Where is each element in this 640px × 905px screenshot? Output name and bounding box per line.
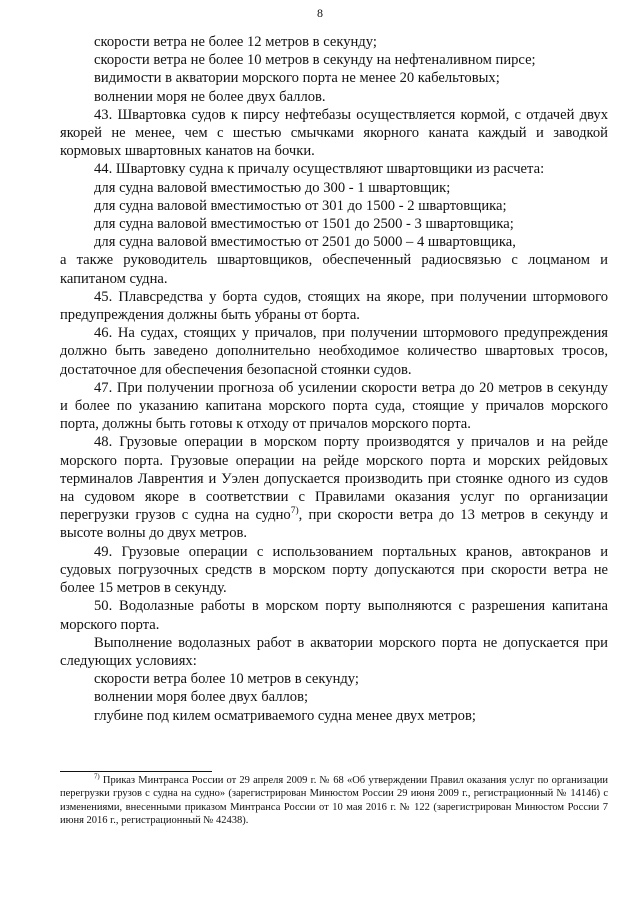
paragraph-47: 47. При получении прогноза об усилении скорости ветра до 20 метров в секунду и более по указанию капитана морского порта суда, стоящие у причалов морского порта, должны быть готовы к отходу от причалов морского порта.: [60, 379, 608, 433]
paragraph-44: 44. Швартовку судна к причалу осуществляют швартовщики из расчета:: [94, 161, 545, 178]
paragraph-50-condition-depth: глубине под килем осматриваемого судна менее двух метров;: [94, 707, 476, 724]
paragraph-44-continuation: а также руководитель швартовщиков, обеспеченный радиосвязью с лоцманом и капитаном судна.: [60, 252, 608, 287]
footnote-divider: [60, 771, 212, 772]
paragraph-50-condition-wind: скорости ветра более 10 метров в секунду;: [94, 671, 359, 688]
paragraph-49: 49. Грузовые операции с использованием портальных кранов, автокранов и судовых погрузочных средств в морском порту допускаются при скорости ветра не более 15 метров в секунду.: [60, 543, 608, 597]
footnote-mark: 7): [94, 773, 100, 781]
page-number: 8: [317, 6, 323, 20]
paragraph-visibility: видимости в акватории морского порта не менее 20 кабельтовых;: [94, 70, 500, 87]
paragraph-sea-state: волнении моря не более двух баллов.: [94, 88, 326, 105]
paragraph-44-item-4: для судна валовой вместимостью от 2501 до 5000 – 4 швартовщика,: [94, 234, 516, 251]
paragraph-44-item-3: для судна валовой вместимостью от 1501 до 2500 - 3 швартовщика;: [94, 216, 514, 233]
paragraph-50: 50. Водолазные работы в морском порту выполняются с разрешения капитана морского порта.: [60, 598, 608, 633]
footnote-reference: 7): [290, 506, 299, 517]
document-body: [60, 33, 608, 725]
paragraph-44-item-2: для судна валовой вместимостью от 301 до 1500 - 2 швартовщика;: [94, 197, 507, 214]
footnote-text: Приказ Минтранса России от 29 апреля 2009 г. № 68 «Об утверждении Правил оказания услуг по организации перегрузки грузов с судна на судно» (зарегистрирован Минюстом России 29 июня 2009 г., регистрационный № 14146) с изменениями, внесенными приказом Минтранса России от 10 мая 2016 г. № 122 (зарегистрирован Минюстом России 7 июня 2016 г., регистрационный № 42438).: [60, 775, 608, 827]
footnote: [60, 774, 608, 828]
paragraph-44-item-1: для судна валовой вместимостью до 300 - 1 швартовщик;: [94, 179, 451, 196]
paragraph-wind-limit-10: скорости ветра не более 10 метров в секунду на нефтеналивном пирсе;: [94, 52, 536, 69]
paragraph-48-text: 48. Грузовые операции в морском порту производятся у причалов и на рейде морского порта. Грузовые операции на рейде морского порта и морских рейдовых терминалов Лаврентия и Уэлен допускается производить при стоянке одного из судов на судовом якоре в соответствии с Правилами оказания услуг по организации перегрузки грузов с судна на судно: [60, 434, 608, 524]
paragraph-50-conditions-intro: Выполнение водолазных работ в акватории морского порта не допускается при следующих условиях:: [60, 634, 608, 669]
paragraph-50-condition-sea: волнении моря более двух баллов;: [94, 689, 309, 706]
paragraph-48-text-after: , при скорости ветра до 13 метров в секунду и высоте волны до двух метров.: [60, 507, 608, 542]
paragraph-wind-limit-12: скорости ветра не более 12 метров в секунду;: [94, 34, 377, 50]
paragraph-46: 46. На судах, стоящих у причалов, при получении штормового предупреждения должно быть заведено дополнительно необходимое количество швартовых тросов, достаточное для обеспечения безопасной стоянки судов.: [60, 325, 608, 378]
paragraph-43: 43. Швартовка судов к пирсу нефтебазы осуществляется кормой, с отдачей двух якорей не менее, чем с шестью смычками якорного каната каждый и заводкой кормовых швартовных канатов на бочки.: [60, 106, 608, 160]
paragraph-45: 45. Плавсредства у борта судов, стоящих на якоре, при получении штормового предупреждения должны быть убраны от борта.: [60, 288, 608, 324]
paragraph-48: [60, 433, 608, 542]
